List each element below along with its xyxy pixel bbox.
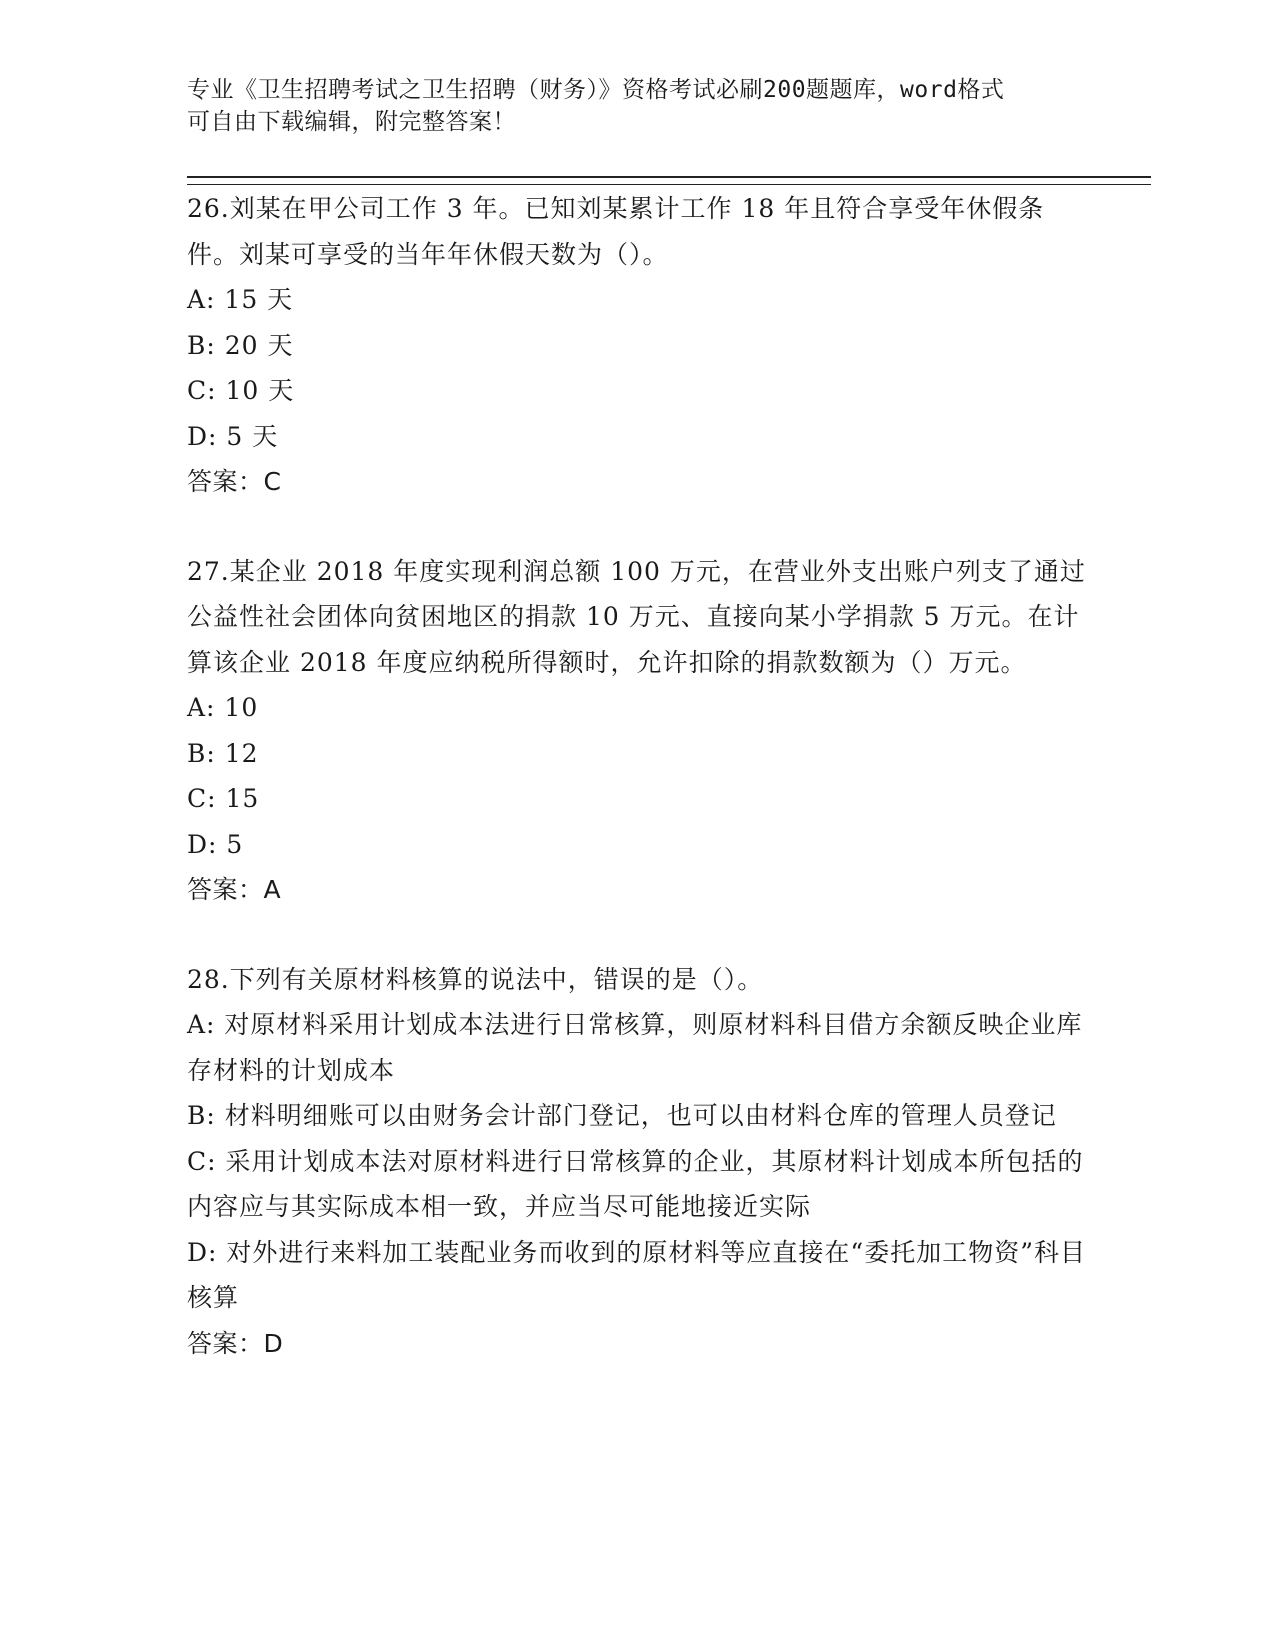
- question-stem: 26.刘某在甲公司工作 3 年。已知刘某累计工作 18 年且符合享受年休假条件。刘某可享受的当年年休假天数为（）。: [187, 194, 1045, 269]
- header-divider: [187, 176, 1151, 185]
- option-a: A: 15 天: [187, 285, 294, 314]
- question-stem: 28.下列有关原材料核算的说法中，错误的是（）。: [187, 964, 764, 994]
- option-a: A: 10: [187, 693, 259, 722]
- option-b: B: 材料明细账可以由财务会计部门登记，也可以由材料仓库的管理人员登记: [187, 1101, 1057, 1130]
- option-b: B: 12: [187, 738, 259, 768]
- question-27: [187, 549, 1087, 913]
- answer-line: 答案：A: [187, 875, 282, 904]
- option-c: C: 采用计划成本法对原材料进行日常核算的企业，其原材料计划成本所包括的内容应与其实际成本相一致，并应当尽可能地接近实际: [187, 1146, 1084, 1221]
- question-list: [187, 186, 1087, 1410]
- option-d: D: 5 天: [187, 421, 279, 451]
- option-c: C: 15: [187, 784, 260, 813]
- question-26: [187, 186, 1087, 505]
- answer-line: 答案：D: [187, 1328, 284, 1358]
- option-c: C: 10 天: [187, 376, 295, 405]
- question-28: [187, 957, 1087, 1367]
- header-line-1: 专业《卫生招聘考试之卫生招聘（财务）》资格考试必刷200题题库，word格式: [187, 77, 1005, 103]
- option-a: A: 对原材料采用计划成本法进行日常核算，则原材料科目借方余额反映企业库存材料的计划成本: [187, 1010, 1083, 1085]
- document-header: [187, 74, 1077, 138]
- question-stem: 27.某企业 2018 年度实现利润总额 100 万元，在营业外支出账户列支了通过公益性社会团体向贫困地区的捐款 10 万元、直接向某小学捐款 5 万元。在计算该企业 2018 年度应纳税所得额时，允许扣除的捐款数额为（）万元。: [187, 556, 1086, 677]
- header-line-2: 可自由下载编辑，附完整答案！: [187, 109, 516, 135]
- answer-line: 答案：C: [187, 467, 282, 496]
- option-d: D: 5: [187, 829, 244, 859]
- option-d: D: 对外进行来料加工装配业务而收到的原材料等应直接在“委托加工物资”科目核算: [187, 1237, 1086, 1312]
- option-b: B: 20 天: [187, 330, 294, 360]
